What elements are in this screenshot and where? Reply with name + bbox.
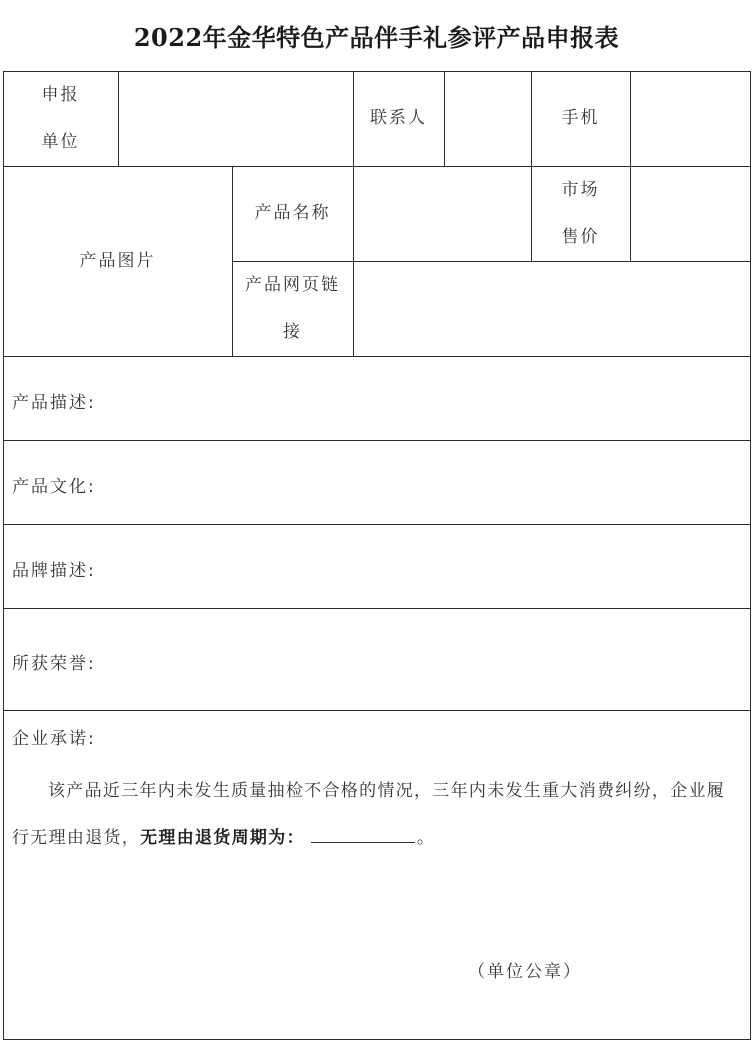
price-label-line2: 售价 bbox=[561, 226, 600, 247]
unit-label-cell bbox=[3, 71, 118, 166]
unit-value-field[interactable] bbox=[119, 72, 353, 166]
page-title: 2022年金华特色产品伴手礼参评产品申报表 bbox=[133, 23, 620, 52]
product-name-field[interactable] bbox=[354, 167, 531, 261]
table-border-bottom bbox=[3, 1039, 751, 1040]
table-row-divider bbox=[3, 356, 751, 357]
price-label-cell bbox=[531, 166, 630, 261]
unit-label-line2: 单位 bbox=[41, 131, 80, 152]
table-border-right bbox=[750, 71, 751, 1040]
table-row-divider bbox=[3, 440, 751, 441]
phone-label-cell bbox=[531, 71, 630, 166]
product-description-label: 产品描述: bbox=[12, 393, 96, 413]
table-row-divider bbox=[3, 524, 751, 525]
contact-value-field[interactable] bbox=[445, 72, 531, 166]
promise-period-label: 无理由退货周期为： bbox=[140, 828, 305, 848]
product-culture-label: 产品文化: bbox=[12, 477, 96, 497]
phone-value-field[interactable] bbox=[631, 72, 750, 166]
brand-description-label: 品牌描述: bbox=[12, 561, 96, 581]
product-name-label: 产品名称 bbox=[254, 203, 331, 223]
product-link-label-line2: 接 bbox=[283, 321, 302, 342]
contact-label-cell bbox=[353, 71, 444, 166]
contact-label: 联系人 bbox=[370, 108, 427, 128]
unit-label-line1: 申报 bbox=[41, 84, 80, 105]
product-image-cell[interactable] bbox=[3, 166, 232, 356]
price-label-line1: 市场 bbox=[561, 179, 600, 200]
promise-label: 企业承诺: bbox=[12, 729, 96, 749]
promise-text-end: 。 bbox=[416, 828, 436, 848]
product-name-label-cell bbox=[232, 166, 353, 261]
table-row-divider bbox=[3, 710, 751, 711]
phone-label: 手机 bbox=[561, 108, 600, 128]
price-field[interactable] bbox=[631, 167, 750, 261]
honors-label: 所获荣誉: bbox=[12, 654, 96, 674]
promise-text bbox=[12, 768, 742, 862]
promise-text-main: 该产品近三年内未发生质量抽检不合格的情况，三年内未发生重大消费纠纷，企业履行无理由退货， bbox=[12, 781, 726, 848]
product-link-label-line1: 产品网页链 bbox=[245, 274, 340, 295]
unit-seal-label: （单位公章） bbox=[468, 962, 582, 982]
product-image-label: 产品图片 bbox=[79, 250, 156, 271]
table-row-divider bbox=[3, 608, 751, 609]
product-link-label-cell bbox=[232, 261, 353, 356]
product-link-field[interactable] bbox=[354, 262, 750, 356]
return-period-blank[interactable] bbox=[311, 842, 415, 843]
